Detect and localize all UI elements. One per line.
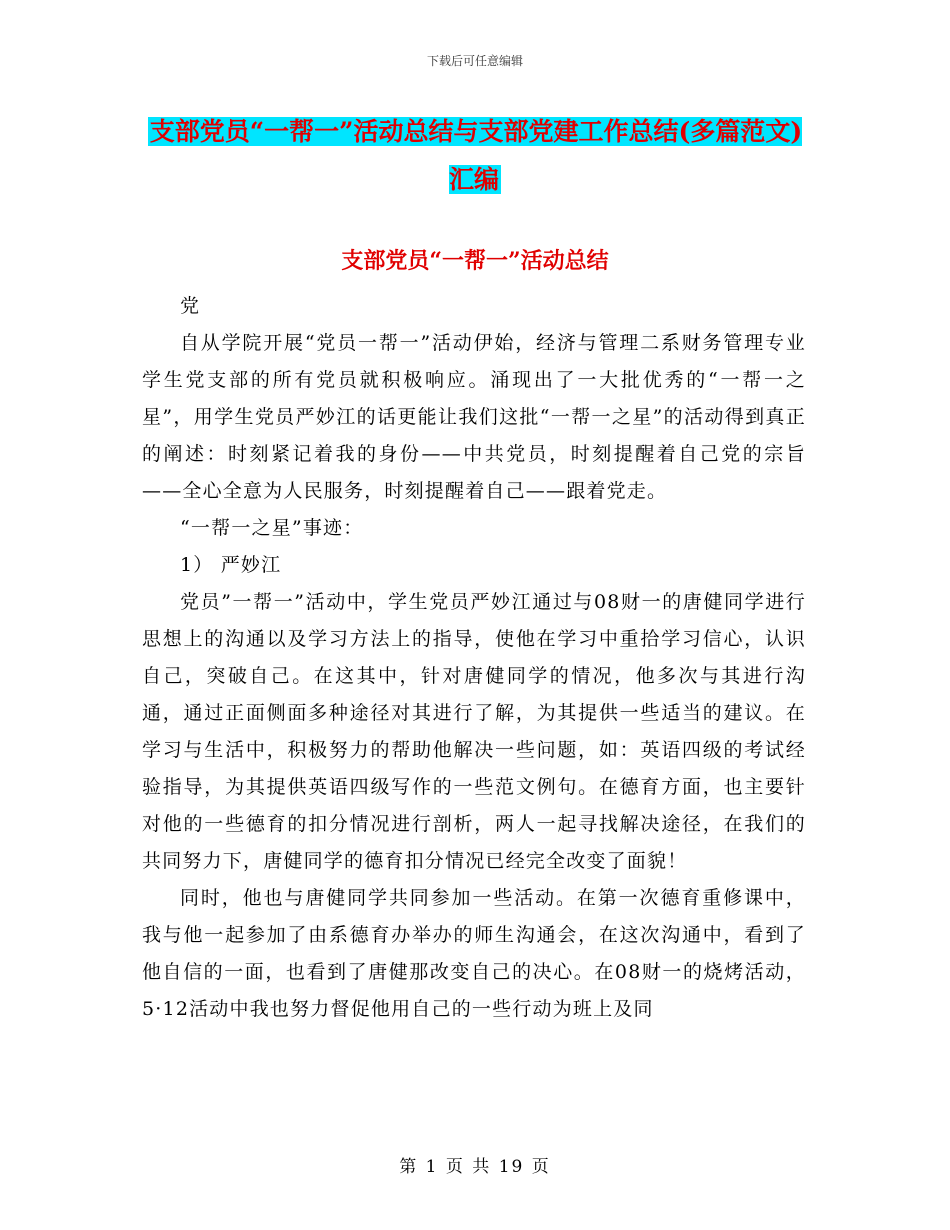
- document-title-text: 支部党员“一帮一”活动总结与支部党建工作总结(多篇范文)汇编: [149, 117, 803, 194]
- paragraph-5: 党员”一帮一”活动中，学生党员严妙江通过与08财一的唐健同学进行思想上的沟通以及学习方法上的指导，使他在学习中重拾学习信心，认识自己，突破自己。在这其中，针对唐健同学的情况，他多次与其进行沟通，通过正面侧面多种途径对其进行了解，为其提供一些适当的建议。在学习与生活中，积极努力的帮助他解决一些问题，如：英语四级的考试经验指导，为其提供英语四级写作的一些范文例句。在德育方面，也主要针对他的一些德育的扣分情况进行剖析，两人一起寻找解决途径，在我们的共同努力下，唐健同学的德育扣分情况已经完全改变了面貌！: [142, 591, 806, 872]
- body-text: [142, 288, 806, 1028]
- paragraph-1: 党: [180, 295, 201, 317]
- paragraph-2: 自从学院开展“党员一帮一”活动伊始，经济与管理二系财务管理专业学生党支部的所有党员就积极响应。涌现出了一大批优秀的“一帮一之星”，用学生党员严妙江的话更能让我们这批“一帮一之星”的活动得到真正的阐述：时刻紧记着我的身份——中共党员，时刻提醒着自己党的宗旨——全心全意为人民服务，时刻提醒着自己——跟着党走。: [142, 332, 806, 502]
- document-title: [140, 108, 810, 204]
- paragraph-3: “一帮一之星”事迹：: [180, 517, 364, 539]
- paragraph-6: 同时，他也与唐健同学共同参加一些活动。在第一次德育重修课中，我与他一起参加了由系德育办举办的师生沟通会，在这次沟通中，看到了他自信的一面，也看到了唐健那改变自己的决心。在08财一的烧烤活动，5·12活动中我也努力督促他用自己的一些行动为班上及同: [142, 887, 806, 1020]
- section-title: 支部党员“一帮一”活动总结: [341, 248, 609, 274]
- paragraph-4: 1） 严妙江: [180, 554, 282, 576]
- page-footer: 第 1 页 共 19 页: [399, 1157, 551, 1177]
- header-note: 下载后可任意编辑: [426, 54, 523, 68]
